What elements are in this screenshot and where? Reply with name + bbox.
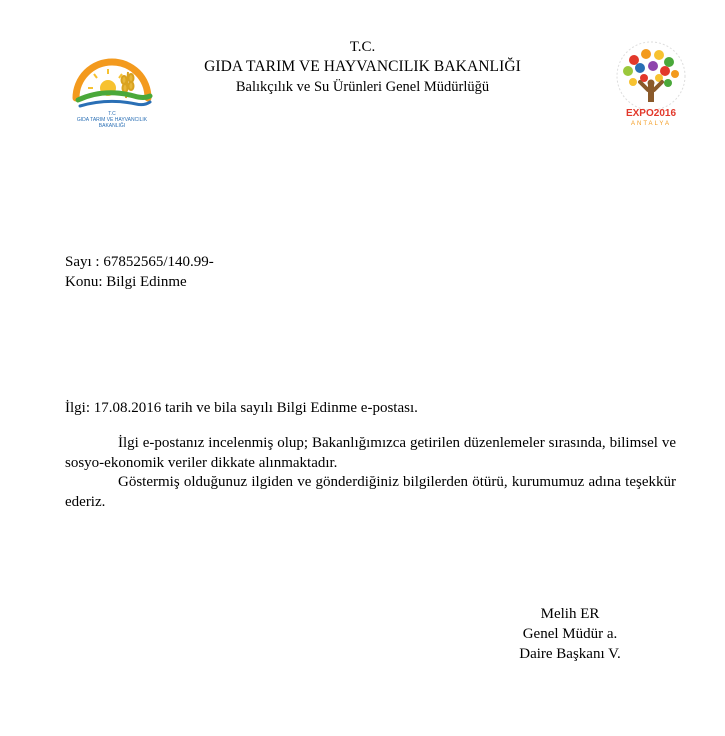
ministry-logo-text-2: GIDA TARIM VE HAYVANCILIK: [76, 117, 148, 123]
signatory-title-2: Daire Başkanı V.: [519, 646, 621, 662]
expo-logo-title: EXPO2016: [625, 108, 677, 119]
signature-block: [500, 604, 640, 664]
letter-meta: [65, 252, 214, 292]
ministry-logo-text-1: T.C: [108, 111, 116, 117]
signatory-name: Melih ER: [540, 606, 600, 622]
reference-number: Sayı : 67852565/140.99-: [65, 254, 214, 270]
body-paragraph-2: Göstermiş olduğunuz ilgiden ve gönderdiğiniz bilgilerden ötürü, kurumumuz adına teşekkür ederiz.: [65, 474, 676, 510]
expo-logo-subtitle: ANTALYA: [630, 121, 672, 127]
expo-tree-icon: [604, 38, 698, 130]
signatory-title-1: Genel Müdür a.: [522, 626, 618, 642]
reference-line: İlgi: 17.08.2016 tarih ve bila sayılı Bilgi Edinme e-postası.: [65, 400, 418, 416]
expo-logo: [604, 38, 698, 130]
header-line-ministry: GIDA TARIM VE HAYVANCILIK BAKANLIĞI: [204, 58, 521, 75]
ministry-logo-text-3: BAKANLIĞI: [98, 123, 126, 129]
body-paragraph-1: İlgi e-postanız incelenmiş olup; Bakanlığımızca getirilen düzenlemeler sırasında, bilimsel ve sosyo-ekonomik veriler dikkate alınmaktadır.: [65, 435, 676, 471]
header-line-directorate: Balıkçılık ve Su Ürünleri Genel Müdürlüğü: [235, 79, 490, 95]
header-line-tc: T.C.: [349, 39, 376, 55]
letter-body: [65, 434, 676, 512]
subject-line: Konu: Bilgi Edinme: [65, 274, 187, 290]
